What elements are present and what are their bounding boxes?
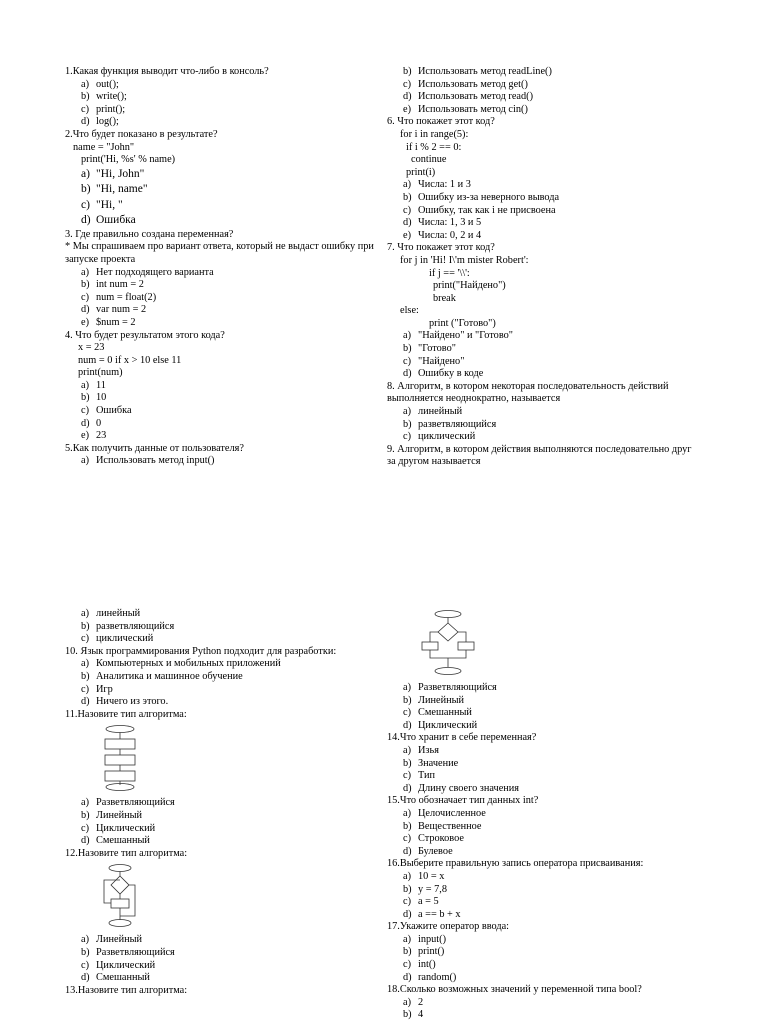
- answer-option: [387, 695, 697, 708]
- answer-option: [65, 455, 383, 468]
- answer-option: [387, 419, 697, 432]
- question-text: 6. Что покажет этот код?: [387, 116, 495, 128]
- option-marker: b): [81, 392, 90, 404]
- answer-option: [65, 91, 383, 104]
- option-marker: b): [403, 66, 412, 77]
- answer-option: [65, 430, 383, 443]
- option-marker: b): [81, 91, 90, 103]
- option-text: log();: [96, 116, 119, 128]
- option-marker: c): [81, 405, 89, 417]
- question-text: 8. Алгоритм, в котором некоторая последовательность действий выполняется неоднократно, называется: [387, 380, 669, 405]
- option-marker: d): [81, 417, 90, 429]
- answer-option: [65, 608, 383, 621]
- answer-option: [387, 343, 697, 356]
- code-line: num = 0 if x > 10 else 11: [78, 354, 182, 366]
- answer-option: [65, 947, 383, 960]
- option-text: Компьютерных и мобильных приложений: [96, 658, 281, 670]
- answer-option: [387, 66, 697, 79]
- answer-option: [387, 707, 697, 720]
- flowchart-figure: [65, 725, 383, 791]
- answer-option: [387, 745, 697, 758]
- question-text: 18.Сколько возможных значений у переменной типа bool?: [387, 984, 642, 996]
- option-text: Линейный: [96, 934, 143, 946]
- answer-option: [387, 783, 697, 796]
- option-text: Циклический: [418, 719, 478, 731]
- option-marker: d): [403, 845, 412, 857]
- answer-option: [65, 198, 383, 214]
- option-text: циклический: [418, 431, 476, 443]
- answer-option: [387, 770, 697, 783]
- question-text: * Мы спрашиваем про вариант ответа, который не выдаст ошибку при запуске проекта: [65, 241, 374, 265]
- option-text: "Hi, name": [96, 183, 148, 196]
- option-marker: c): [81, 198, 90, 211]
- option-text: input(): [418, 933, 447, 945]
- answer-option: [387, 230, 697, 243]
- option-marker: a): [403, 744, 411, 756]
- option-text: 10: [96, 392, 107, 404]
- question-text: 4. Что будет результатом этого кода?: [65, 329, 225, 341]
- option-text: "Найдено" и "Готово": [418, 330, 513, 342]
- option-marker: d): [403, 217, 412, 229]
- option-text: a == b + x: [418, 908, 461, 920]
- flowchart-figure: [65, 864, 383, 928]
- option-text: Числа: 0, 2 и 4: [418, 229, 482, 241]
- option-marker: c): [403, 959, 411, 971]
- question-text: 9. Алгоритм, в котором действия выполняются последовательно друг за другом называется: [387, 443, 692, 468]
- code-line: print("Найдено"): [433, 280, 506, 292]
- option-marker: a): [81, 797, 89, 809]
- option-marker: b): [403, 946, 412, 958]
- answer-option: [65, 934, 383, 947]
- option-marker: c): [403, 707, 411, 719]
- page2-left-column: [65, 608, 383, 997]
- option-text: Ошибку из-за неверного вывода: [418, 191, 560, 203]
- answer-option: [65, 279, 383, 292]
- option-marker: b): [403, 1009, 412, 1021]
- option-text: 4: [418, 1009, 424, 1021]
- code-line: for i in range(5):: [400, 128, 469, 140]
- question-text: 11.Назовите тип алгоритма:: [65, 708, 187, 720]
- option-marker: a): [403, 330, 411, 342]
- option-text: Числа: 1 и 3: [418, 179, 471, 191]
- option-text: Циклический: [96, 822, 156, 834]
- option-text: Аналитика и машинное обучение: [96, 670, 243, 682]
- option-marker: d): [403, 971, 412, 983]
- code-line: print(i): [406, 166, 436, 178]
- answer-option: [387, 192, 697, 205]
- option-marker: a): [403, 682, 411, 693]
- option-marker: c): [403, 896, 411, 908]
- option-text: разветвляющийся: [96, 620, 175, 632]
- option-text: Ничего из этого.: [96, 696, 169, 708]
- option-text: линейный: [418, 406, 463, 418]
- option-text: Использовать метод get(): [418, 78, 528, 90]
- option-marker: d): [403, 719, 412, 731]
- option-marker: b): [81, 620, 90, 632]
- question-text: 2.Что будет показано в результате?: [65, 128, 218, 140]
- option-text: Булевое: [418, 845, 453, 857]
- option-marker: c): [81, 683, 89, 695]
- option-marker: b): [81, 279, 90, 291]
- option-marker: d): [403, 91, 412, 103]
- option-marker: a): [81, 379, 89, 391]
- answer-option: [387, 91, 697, 104]
- option-text: Нет подходящего варианта: [96, 266, 214, 278]
- option-text: Ошибку в коде: [418, 368, 484, 380]
- option-marker: b): [81, 183, 91, 196]
- option-marker: d): [403, 368, 412, 380]
- page1-right-column: [387, 66, 697, 469]
- code-line: if j == '\\':: [429, 267, 470, 279]
- option-text: Ошибка: [96, 405, 132, 417]
- option-text: Использовать метод read(): [418, 91, 534, 103]
- answer-option: [387, 720, 697, 733]
- option-marker: c): [403, 78, 411, 90]
- code-line: for j in 'Hi! I\'m mister Robert':: [400, 254, 529, 266]
- flowchart-figure: [387, 610, 697, 676]
- option-text: Целочисленное: [418, 807, 486, 819]
- answer-option: [387, 330, 697, 343]
- option-text: Изья: [418, 744, 439, 756]
- answer-option: [65, 658, 383, 671]
- answer-option: [65, 621, 383, 634]
- option-text: Смешанный: [96, 972, 150, 984]
- option-text: 2: [418, 996, 424, 1008]
- answer-option: [387, 808, 697, 821]
- option-marker: b): [81, 946, 90, 958]
- answer-option: [65, 633, 383, 646]
- option-marker: b): [403, 191, 412, 203]
- option-marker: d): [403, 782, 412, 794]
- answer-option: [387, 205, 697, 218]
- answer-option: [65, 104, 383, 117]
- option-marker: d): [81, 835, 90, 847]
- option-marker: d): [403, 908, 412, 920]
- answer-option: [387, 884, 697, 897]
- answer-option: [65, 392, 383, 405]
- answer-option: [65, 972, 383, 985]
- question-text: 12.Назовите тип алгоритма:: [65, 847, 188, 859]
- option-text: y = 7,8: [418, 883, 447, 895]
- question-text: 17.Укажите оператор ввода:: [387, 921, 510, 933]
- answer-option: [65, 79, 383, 92]
- option-text: Смешанный: [418, 707, 472, 719]
- code-line: name = "John": [73, 141, 135, 153]
- option-text: random(): [418, 971, 457, 983]
- option-text: 0: [96, 417, 102, 429]
- answer-option: [387, 846, 697, 859]
- option-text: a = 5: [418, 896, 439, 908]
- question-text: 14.Что хранит в себе переменная?: [387, 732, 537, 744]
- option-marker: b): [403, 757, 412, 769]
- option-marker: a): [81, 658, 89, 670]
- option-marker: a): [81, 934, 89, 946]
- option-text: Строковое: [418, 833, 464, 845]
- option-text: num = float(2): [96, 291, 157, 303]
- option-text: print();: [96, 103, 126, 115]
- code-line: x = 23: [78, 342, 105, 354]
- option-text: out();: [96, 78, 119, 90]
- answer-option: [65, 960, 383, 973]
- option-marker: c): [403, 204, 411, 216]
- option-text: int(): [418, 959, 436, 971]
- option-marker: b): [403, 343, 412, 355]
- option-marker: b): [403, 820, 412, 832]
- option-text: Значение: [418, 757, 459, 769]
- option-marker: c): [81, 103, 89, 115]
- answer-option: [65, 317, 383, 330]
- option-text: int num = 2: [96, 279, 144, 291]
- option-text: 11: [96, 379, 106, 391]
- option-marker: a): [403, 996, 411, 1008]
- option-text: Циклический: [96, 959, 156, 971]
- branch-flowchart-icon: [420, 610, 476, 676]
- option-text: "Hi, ": [96, 198, 123, 211]
- option-marker: b): [81, 670, 90, 682]
- option-text: Использовать метод input(): [96, 455, 215, 467]
- answer-option: [65, 418, 383, 431]
- code-line: if i % 2 == 0:: [406, 141, 462, 153]
- option-text: Линейный: [418, 694, 465, 706]
- answer-option: [387, 79, 697, 92]
- answer-option: [65, 823, 383, 836]
- option-text: Числа: 1, 3 и 5: [418, 217, 482, 229]
- option-marker: c): [403, 431, 411, 443]
- code-line: continue: [411, 154, 447, 166]
- option-text: Разветвляющийся: [418, 682, 497, 693]
- option-text: линейный: [96, 608, 141, 619]
- option-marker: a): [81, 167, 90, 180]
- answer-option: [387, 368, 697, 381]
- answer-option: [387, 972, 697, 985]
- option-marker: d): [81, 696, 90, 708]
- option-marker: a): [403, 406, 411, 418]
- option-text: $num = 2: [96, 316, 136, 328]
- question-text: 1.Какая функция выводит что-либо в консоль?: [65, 66, 269, 77]
- option-text: write();: [96, 91, 127, 103]
- answer-option: [387, 934, 697, 947]
- answer-option: [65, 810, 383, 823]
- answer-option: [65, 267, 383, 280]
- question-text: 7. Что покажет этот код?: [387, 242, 495, 254]
- answer-option: [65, 405, 383, 418]
- option-marker: c): [403, 355, 411, 367]
- answer-option: [387, 896, 697, 909]
- answer-option: [65, 835, 383, 848]
- option-marker: a): [81, 266, 89, 278]
- option-marker: c): [403, 770, 411, 782]
- option-marker: c): [81, 633, 89, 645]
- answer-option: [65, 380, 383, 393]
- answer-option: [387, 104, 697, 117]
- option-marker: d): [81, 304, 90, 316]
- answer-option: [387, 821, 697, 834]
- answer-option: [65, 182, 383, 198]
- option-marker: e): [81, 316, 89, 328]
- option-marker: b): [403, 883, 412, 895]
- option-text: Тип: [418, 770, 436, 782]
- option-marker: e): [81, 430, 89, 442]
- option-text: Длину своего значения: [418, 782, 520, 794]
- answer-option: [65, 696, 383, 709]
- page1-left-column: [65, 66, 383, 468]
- option-text: Вещественное: [418, 820, 482, 832]
- answer-option: [387, 909, 697, 922]
- answer-option: [387, 356, 697, 369]
- option-text: Ошибку, так как i не присвоена: [418, 204, 556, 216]
- code-line: break: [433, 292, 456, 304]
- option-marker: d): [81, 116, 90, 128]
- option-text: "Найдено": [418, 355, 465, 367]
- answer-option: [387, 946, 697, 959]
- answer-option: [65, 684, 383, 697]
- answer-option: [387, 871, 697, 884]
- code-line: print ("Готово"): [429, 317, 496, 329]
- option-marker: b): [403, 694, 412, 706]
- option-text: Ошибка: [96, 214, 136, 227]
- option-text: "Hi, John": [96, 167, 145, 180]
- code-line: print(num): [78, 367, 123, 379]
- answer-option: [65, 213, 383, 229]
- code-line: print('Hi, %s' % name): [81, 154, 176, 166]
- question-text: 16.Выберите правильную запись оператора присваивания:: [387, 858, 644, 870]
- option-marker: c): [81, 291, 89, 303]
- answer-option: [65, 167, 383, 183]
- answer-option: [387, 431, 697, 444]
- option-text: разветвляющийся: [418, 418, 497, 430]
- option-marker: c): [81, 959, 89, 971]
- option-marker: a): [403, 179, 411, 191]
- option-text: var num = 2: [96, 304, 147, 316]
- page2-right-column: [387, 606, 697, 1022]
- question-text: 15.Что обозначает тип данных int?: [387, 795, 539, 807]
- option-marker: a): [403, 870, 411, 882]
- answer-option: [387, 682, 697, 695]
- option-text: 10 = x: [418, 870, 445, 882]
- answer-option: [387, 1009, 697, 1022]
- answer-option: [65, 304, 383, 317]
- option-marker: d): [81, 972, 90, 984]
- answer-option: [65, 671, 383, 684]
- linear-flowchart-icon: [100, 725, 140, 791]
- loop-flowchart-icon: [100, 864, 140, 928]
- option-marker: d): [81, 214, 91, 227]
- answer-option: [65, 292, 383, 305]
- answer-option: [387, 758, 697, 771]
- option-text: Использовать метод cin(): [418, 103, 528, 115]
- answer-option: [387, 217, 697, 230]
- option-text: Линейный: [96, 809, 143, 821]
- option-marker: a): [403, 933, 411, 945]
- answer-option: [387, 833, 697, 846]
- question-text: 5.Как получить данные от пользователя?: [65, 442, 244, 454]
- option-text: Разветвляющийся: [96, 797, 175, 809]
- answer-option: [387, 179, 697, 192]
- option-text: Смешанный: [96, 835, 150, 847]
- option-text: 23: [96, 430, 107, 442]
- answer-option: [387, 959, 697, 972]
- option-marker: b): [403, 418, 412, 430]
- option-text: циклический: [96, 633, 154, 645]
- answer-option: [65, 116, 383, 129]
- answer-option: [65, 797, 383, 810]
- question-text: 3. Где правильно создана переменная?: [65, 228, 234, 240]
- answer-option: [387, 406, 697, 419]
- option-text: Игр: [96, 683, 113, 695]
- option-marker: b): [81, 809, 90, 821]
- option-text: Использовать метод readLine(): [418, 66, 552, 77]
- option-marker: e): [403, 103, 411, 115]
- option-marker: e): [403, 229, 411, 241]
- option-marker: a): [81, 455, 89, 467]
- question-text: 13.Назовите тип алгоритма:: [65, 984, 188, 996]
- option-marker: a): [81, 608, 89, 619]
- option-marker: a): [81, 78, 89, 90]
- option-marker: c): [81, 822, 89, 834]
- option-text: "Готово": [418, 343, 456, 355]
- option-marker: a): [403, 807, 411, 819]
- option-text: Разветвляющийся: [96, 946, 175, 958]
- answer-option: [387, 997, 697, 1010]
- option-text: print(): [418, 946, 445, 958]
- code-line: else:: [400, 305, 419, 317]
- question-text: 10. Язык программирования Python подходит для разработки:: [65, 645, 337, 657]
- option-marker: c): [403, 833, 411, 845]
